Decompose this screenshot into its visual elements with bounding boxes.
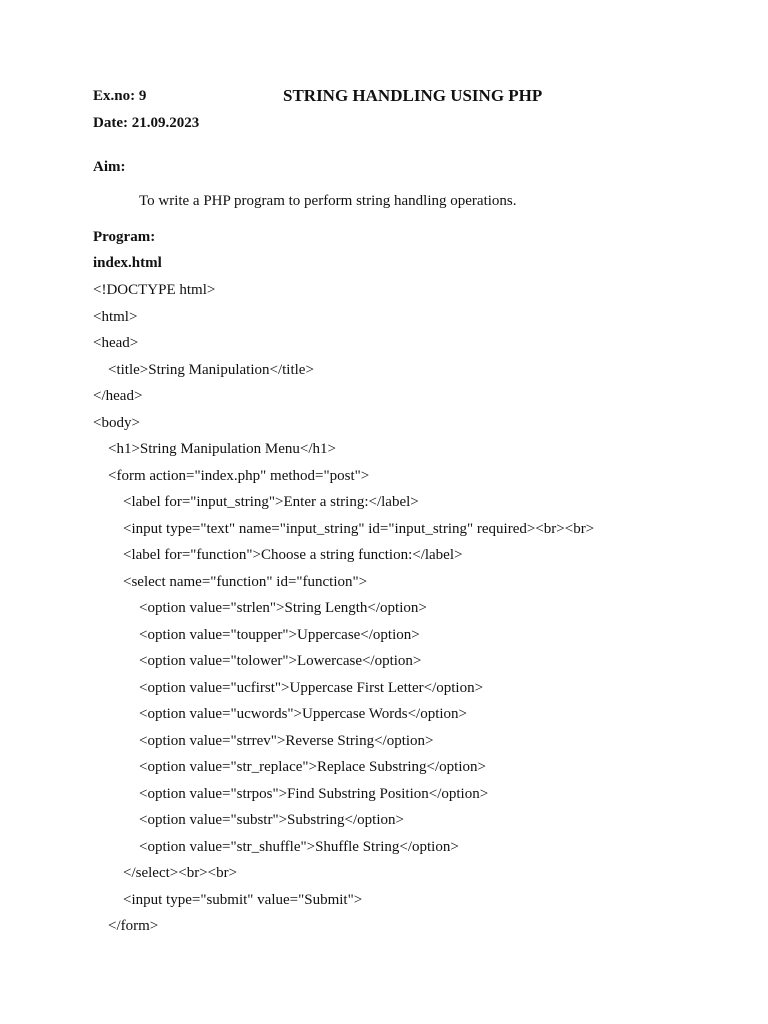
code-line: <option value="strlen">String Length</option> [139, 600, 427, 616]
code-line: <option value="strrev">Reverse String</option> [139, 732, 434, 749]
code-line: <body> [93, 414, 140, 431]
code-line: <select name="function" id="function"> [123, 573, 368, 590]
code-line: <option value="substr">Substring</option> [139, 812, 404, 828]
aim-text: To write a PHP program to perform string handling operations. [139, 193, 517, 209]
code-line: <option value="ucfirst">Uppercase First Letter</option> [139, 679, 484, 696]
code-line: <option value="tolower">Lowercase</option> [139, 653, 422, 669]
code-line: <option value="str_replace">Replace Substring</option> [139, 759, 486, 775]
code-line: <option value="toupper">Uppercase</option> [139, 626, 420, 643]
code-line: <option value="strpos">Find Substring Position</option> [139, 785, 489, 802]
code-line: <input type="text" name="input_string" id="input_string" required><br><br> [123, 520, 595, 537]
code-line: <!DOCTYPE html> [93, 282, 216, 298]
exercise-date: Date: 21.09.2023 [93, 115, 200, 131]
code-line: <label for="function">Choose a string function:</label> [123, 547, 463, 563]
program-heading: Program: [93, 229, 156, 245]
code-line: </form> [108, 918, 159, 934]
code-line: <html> [93, 308, 138, 325]
code-line: <title>String Manipulation</title> [108, 361, 314, 378]
code-line: <form action="index.php" method="post"> [108, 467, 370, 484]
page-title: STRING HANDLING USING PHP [283, 86, 543, 105]
code-line: </head> [93, 388, 143, 404]
program-filename: index.html [93, 255, 162, 271]
exercise-number: Ex.no: 9 [93, 88, 147, 104]
code-line: <input type="submit" value="Submit"> [123, 891, 363, 908]
code-listing [93, 281, 594, 944]
code-line: <label for="input_string">Enter a string:</label> [123, 494, 419, 510]
code-line: <option value="str_shuffle">Shuffle String</option> [139, 838, 459, 855]
code-line: </select><br><br> [123, 865, 238, 881]
aim-heading: Aim: [93, 159, 126, 175]
code-line: <option value="ucwords">Uppercase Words</option> [139, 706, 468, 722]
code-line: <head> [93, 335, 139, 351]
code-line: <h1>String Manipulation Menu</h1> [108, 441, 336, 457]
